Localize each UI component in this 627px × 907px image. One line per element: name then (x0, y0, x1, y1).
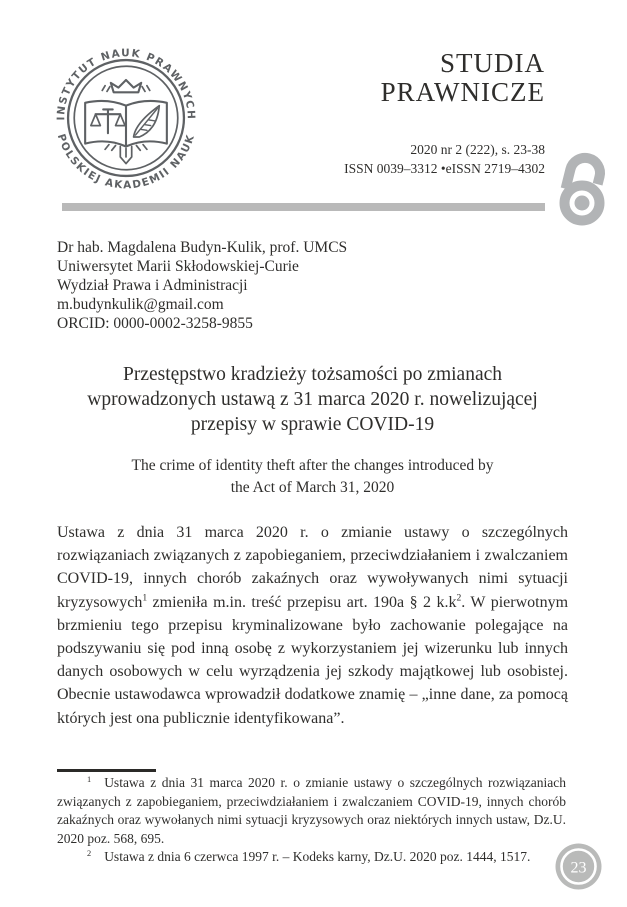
footnote-reference-2: 2 (456, 592, 462, 604)
article-title-english-line: The crime of identity theft after the changes introduced by (131, 457, 494, 474)
journal-title (381, 49, 545, 107)
footnote-text: Ustawa z dnia 6 czerwca 1997 r. – Kodeks karny, Dz.U. 2020 poz. 1444, 1517. (104, 849, 531, 865)
journal-title-line-2: PRAWNICZE (380, 77, 545, 107)
author-faculty: Wydział Prawa i Administracji (57, 276, 248, 294)
article-title-polish-line: przepisy w sprawie COVID-19 (190, 414, 435, 435)
footnote-number: 2 (87, 848, 92, 858)
author-block (57, 239, 347, 334)
article-title-english (57, 455, 568, 499)
author-name: Dr hab. Magdalena Budyn-Kulik, prof. UMCS (57, 239, 348, 256)
article-title-polish (57, 362, 568, 437)
journal-title-line-1: STUDIA (440, 48, 545, 78)
header-divider-bar (62, 203, 545, 211)
footnote-separator-rule (57, 769, 156, 772)
issue-line: 2020 nr 2 (222), s. 23-38 (410, 142, 545, 157)
abstract-paragraph (57, 521, 568, 730)
abstract-text: . W pierwotnym brzmieniu tego przepisu kryminalizowane było zachowanie polegające na podszywaniu się pod inną osobę z wykorzystaniem jej wizerunku lub innych danych osobowych w celu wyrządzenia jej szkody majątkowej lub osobistej. Obecnie ustawodawca wprowadził dodatkowe znamię – „inne dane, za pomocą których jest ona publicznie identyfikowana”. (57, 593, 569, 727)
footnote-number: 1 (87, 774, 92, 784)
open-access-icon (549, 146, 621, 228)
article-title-polish-line: Przestępstwo kradzieży tożsamości po zmianach (122, 364, 503, 385)
abstract-text: zmieniła m.in. treść przepisu art. 190a § 2 k.k (147, 593, 457, 611)
institute-seal-logo (50, 42, 202, 194)
seal-top-arc-text: INSTYTUT NAUK PRAWNYCH (55, 47, 197, 121)
issn-line: ISSN 0039–3312 •eISSN 2719–4302 (344, 161, 545, 176)
page-number: 23 (570, 859, 587, 877)
seal-book-scales-quill-icon (85, 80, 167, 164)
page-number-badge (555, 843, 602, 890)
author-email: m.budynkulik@gmail.com (57, 295, 224, 313)
footnote-text: Ustawa z dnia 31 marca 2020 r. o zmianie ustawy o szczególnych rozwiązaniach związanych z zapobieganiem, przeciwdziałaniem i zwalczaniem COVID-19, innych chorób zakaźnych oraz wywołanych nimi sytuacji kryzysowych oraz niektórych innych ustaw, Dz.U. 2020 poz. 568, 695. (57, 775, 566, 846)
footnote-2 (57, 848, 566, 867)
author-orcid: ORCID: 0000-0002-3258-9855 (57, 314, 253, 332)
footnotes-section (57, 774, 566, 867)
article-title-polish-line: wprowadzonych ustawą z 31 marca 2020 r. nowelizującej (87, 389, 538, 410)
seal-bottom-arc-text: POLSKIEJ AKADEMII NAUK (54, 132, 198, 192)
article-title-english-line: the Act of March 31, 2020 (230, 479, 395, 496)
author-university: Uniwersytet Marii Skłodowskiej-Curie (57, 257, 299, 275)
abstract-text: Ustawa z dnia 31 marca 2020 r. o zmianie ustawy o szczególnych rozwiązaniach związanych z zapobieganiem, przeciwdziałaniem i zwalczaniem COVID-19, innych chorób zakaźnych oraz wywoływanych nimi sytuacji kryzysowych (57, 524, 568, 611)
footnote-1 (57, 774, 566, 848)
footnote-reference-1: 1 (142, 592, 148, 604)
issue-info (344, 140, 545, 178)
